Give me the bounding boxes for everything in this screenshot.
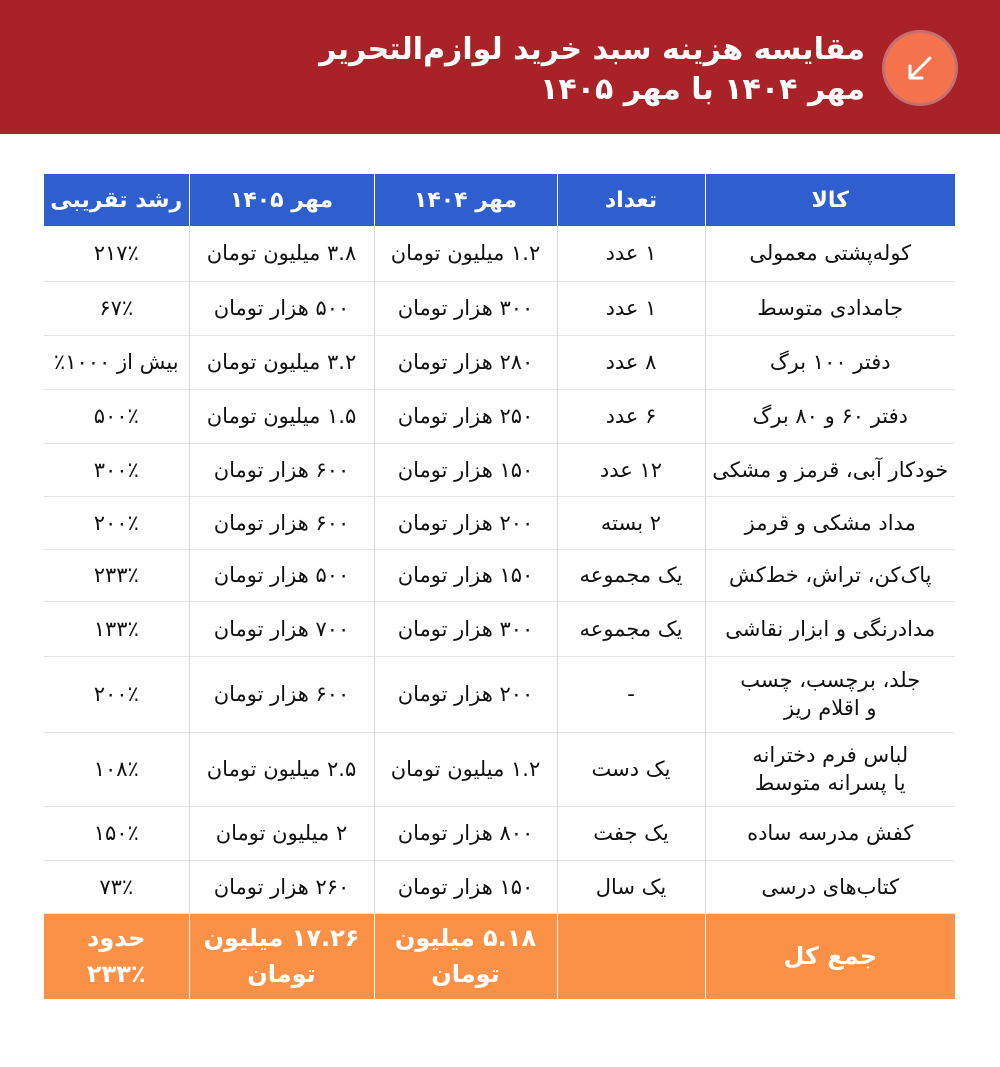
quantity-cell: ۸ عدد bbox=[557, 335, 705, 389]
price-1405-cell: ۵۰۰ هزار تومان bbox=[189, 549, 374, 601]
growth-cell: ۲۱۷٪ bbox=[44, 226, 189, 281]
item-cell: مدادرنگی و ابزار نقاشی bbox=[705, 601, 955, 656]
table-row bbox=[44, 443, 955, 496]
price-1405-cell: ۶۰۰ هزار تومان bbox=[189, 496, 374, 549]
quantity-cell: - bbox=[557, 656, 705, 732]
price-1404-cell: ۱۵۰ هزار تومان bbox=[374, 860, 557, 913]
quantity-cell: ۱ عدد bbox=[557, 281, 705, 335]
growth-cell: بیش از ۱۰۰۰٪ bbox=[44, 335, 189, 389]
quantity-cell: ۱۲ عدد bbox=[557, 443, 705, 496]
quantity-cell: یک مجموعه bbox=[557, 549, 705, 601]
growth-cell: ۱۵۰٪ bbox=[44, 806, 189, 860]
quantity-cell: ۶ عدد bbox=[557, 389, 705, 443]
growth-cell: ۱۳۳٪ bbox=[44, 601, 189, 656]
column-header-growth: رشد تقریبی bbox=[44, 174, 189, 226]
quantity-cell: ۲ بسته bbox=[557, 496, 705, 549]
price-1404-cell: ۱.۲ میلیون تومان bbox=[374, 226, 557, 281]
total-label-cell: جمع کل bbox=[705, 913, 955, 999]
total-price-1404-cell: ۵.۱۸ میلیون تومان bbox=[374, 913, 557, 999]
item-cell: لباس فرم دخترانه یا پسرانه متوسط bbox=[705, 732, 955, 806]
item-cell: خودکار آبی، قرمز و مشکی bbox=[705, 443, 955, 496]
price-1405-cell: ۷۰۰ هزار تومان bbox=[189, 601, 374, 656]
table-row bbox=[44, 860, 955, 913]
table-row bbox=[44, 281, 955, 335]
growth-cell: ۳۰۰٪ bbox=[44, 443, 189, 496]
page-subtitle: مهر ۱۴۰۴ با مهر ۱۴۰۵ bbox=[540, 72, 865, 107]
total-row bbox=[44, 913, 955, 999]
price-1404-cell: ۳۰۰ هزار تومان bbox=[374, 601, 557, 656]
price-1404-cell: ۱۵۰ هزار تومان bbox=[374, 443, 557, 496]
quantity-cell: یک دست bbox=[557, 732, 705, 806]
price-1404-cell: ۸۰۰ هزار تومان bbox=[374, 806, 557, 860]
table-row bbox=[44, 389, 955, 443]
price-1404-cell: ۲۰۰ هزار تومان bbox=[374, 656, 557, 732]
item-cell: جامدادی متوسط bbox=[705, 281, 955, 335]
growth-cell: ۲۰۰٪ bbox=[44, 496, 189, 549]
column-header-item: کالا bbox=[705, 174, 955, 226]
quantity-cell: یک سال bbox=[557, 860, 705, 913]
arrow-down-left-icon bbox=[885, 33, 955, 103]
price-1404-cell: ۳۰۰ هزار تومان bbox=[374, 281, 557, 335]
total-growth-cell: حدود ۲۳۳٪ bbox=[44, 913, 189, 999]
price-1404-cell: ۱.۲ میلیون تومان bbox=[374, 732, 557, 806]
table-row bbox=[44, 656, 955, 732]
item-cell: جلد، برچسب، چسب و اقلام ریز bbox=[705, 656, 955, 732]
price-1405-cell: ۳.۸ میلیون تومان bbox=[189, 226, 374, 281]
table-row bbox=[44, 496, 955, 549]
quantity-cell: ۱ عدد bbox=[557, 226, 705, 281]
item-cell: کوله‌پشتی معمولی bbox=[705, 226, 955, 281]
price-1405-cell: ۱.۵ میلیون تومان bbox=[189, 389, 374, 443]
growth-cell: ۵۰۰٪ bbox=[44, 389, 189, 443]
table-row bbox=[44, 335, 955, 389]
item-cell: کفش مدرسه ساده bbox=[705, 806, 955, 860]
page-title: مقایسه هزینه سبد خرید لوازم‌التحریر bbox=[319, 32, 865, 67]
column-header-price-1405: مهر ۱۴۰۵ bbox=[189, 174, 374, 226]
price-1405-cell: ۶۰۰ هزار تومان bbox=[189, 656, 374, 732]
table-row bbox=[44, 601, 955, 656]
column-header-quantity: تعداد bbox=[557, 174, 705, 226]
item-cell: پاک‌کن، تراش، خط‌کش bbox=[705, 549, 955, 601]
table-row bbox=[44, 549, 955, 601]
arrow-button[interactable] bbox=[885, 33, 955, 103]
price-1405-cell: ۶۰۰ هزار تومان bbox=[189, 443, 374, 496]
price-1404-cell: ۲۰۰ هزار تومان bbox=[374, 496, 557, 549]
growth-cell: ۲۰۰٪ bbox=[44, 656, 189, 732]
price-1404-cell: ۲۵۰ هزار تومان bbox=[374, 389, 557, 443]
quantity-cell: یک جفت bbox=[557, 806, 705, 860]
total-price-1405-cell: ۱۷.۲۶ میلیون تومان bbox=[189, 913, 374, 999]
growth-cell: ۱۰۸٪ bbox=[44, 732, 189, 806]
item-cell: کتاب‌های درسی bbox=[705, 860, 955, 913]
table-row bbox=[44, 806, 955, 860]
quantity-cell: یک مجموعه bbox=[557, 601, 705, 656]
item-cell: مداد مشکی و قرمز bbox=[705, 496, 955, 549]
table-row bbox=[44, 226, 955, 281]
price-1404-cell: ۱۵۰ هزار تومان bbox=[374, 549, 557, 601]
price-1405-cell: ۳.۲ میلیون تومان bbox=[189, 335, 374, 389]
item-cell: دفتر ۱۰۰ برگ bbox=[705, 335, 955, 389]
price-1405-cell: ۲۶۰ هزار تومان bbox=[189, 860, 374, 913]
price-comparison-table bbox=[44, 174, 955, 999]
table-row bbox=[44, 732, 955, 806]
table-header-row bbox=[44, 174, 955, 226]
growth-cell: ۲۳۳٪ bbox=[44, 549, 189, 601]
price-1405-cell: ۲.۵ میلیون تومان bbox=[189, 732, 374, 806]
item-cell: دفتر ۶۰ و ۸۰ برگ bbox=[705, 389, 955, 443]
column-header-price-1404: مهر ۱۴۰۴ bbox=[374, 174, 557, 226]
growth-cell: ۶۷٪ bbox=[44, 281, 189, 335]
header-banner bbox=[0, 0, 1000, 134]
price-1404-cell: ۲۸۰ هزار تومان bbox=[374, 335, 557, 389]
price-1405-cell: ۲ میلیون تومان bbox=[189, 806, 374, 860]
growth-cell: ۷۳٪ bbox=[44, 860, 189, 913]
total-quantity-cell bbox=[557, 913, 705, 999]
price-1405-cell: ۵۰۰ هزار تومان bbox=[189, 281, 374, 335]
